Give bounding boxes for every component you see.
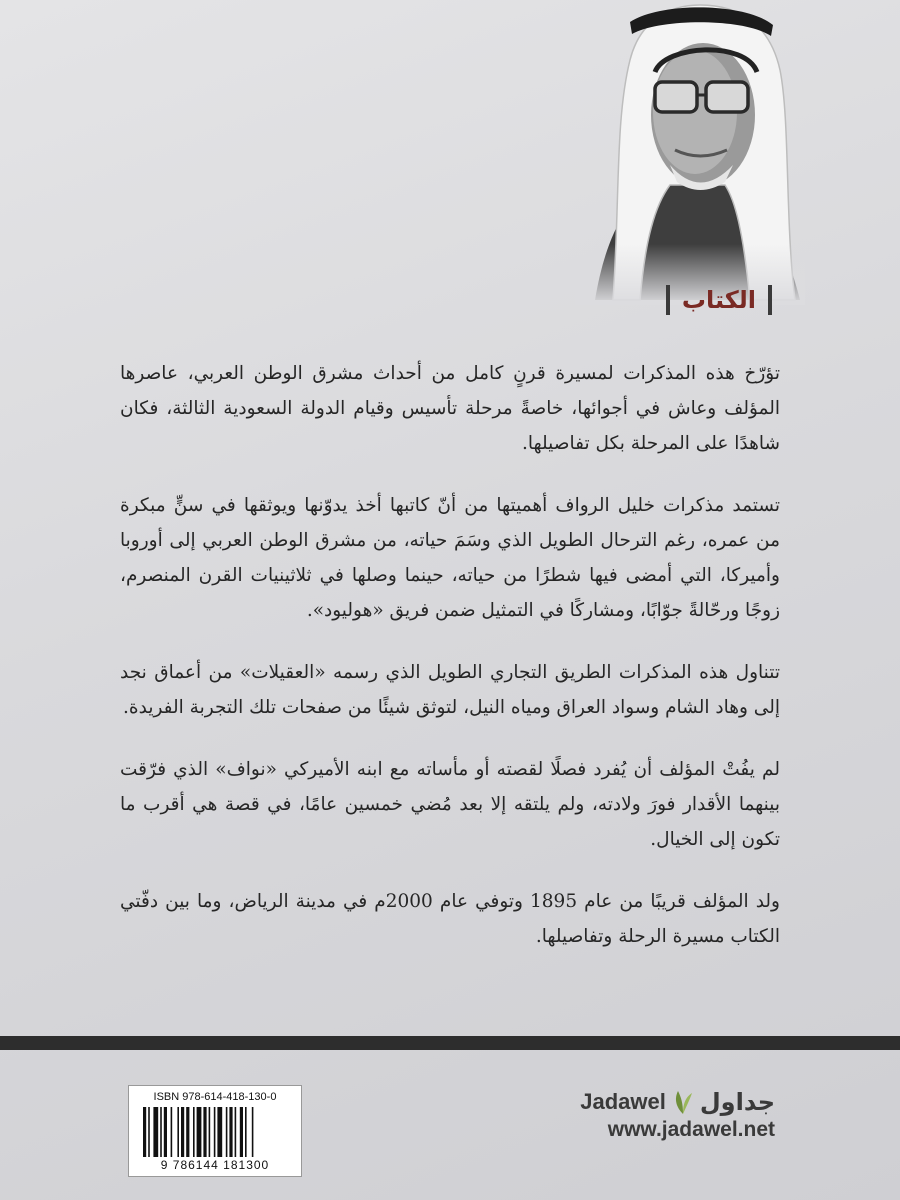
- publisher-website: www.jadawel.net: [607, 1118, 775, 1141]
- paragraph-2: تستمد مذكرات خليل الرواف أهميتها من أنّ كاتبها أخذ يدوّنها ويوثقها في سنٍّ مبكرة من عمره، رغم الترحال الطويل الذي وسَمَ حياته، من مشرق الوطن العربي إلى أوروبا وأميركا، التي أمضى فيها شطرًا من حياته، حينما وصلها في ثلاثينيات القرن المنصرم، زوجًا ورحّالةً جوّابًا، ومشاركًا في التمثيل ضمن فريق «هوليود».: [120, 495, 780, 621]
- paragraph-3: تتناول هذه المذكرات الطريق التجاري الطويل الذي رسمه «العقيلات» من أعماق نجد إلى وهاد الشام وسواد العراق ومياه النيل، لتوثق شيئًا من صفحات تلك التجربة الفريدة.: [120, 662, 780, 718]
- paragraph-4: لم يفُتْ المؤلف أن يُفرد فصلًا لقصته أو مأساته مع ابنه الأميركي «نواف» الذي فرّقت بينهما الأقدار فورَ ولادته، ولم يلتقه إلا بعد مُضي خمسين عامًا، في قصة هي أقرب ما تكون إلى الخيال.: [120, 759, 780, 850]
- publisher-latin-name: Jadawel: [580, 1089, 666, 1114]
- paragraph-5: ولد المؤلف قريبًا من عام 1895 وتوفي عام 2000م في مدينة الرياض، وما بين دفّتي الكتاب مسيرة الرحلة وتفاصيلها.: [120, 891, 780, 947]
- isbn-label: ISBN 978-614-418-130-0: [153, 1091, 277, 1103]
- publisher-name-row: [580, 1088, 775, 1116]
- paragraph-1: تؤرّخ هذه المذكرات لمسيرة قرنٍ كامل من أحداث مشرق الوطن العربي، عاصرها المؤلف وعاش في أجوائها، خاصةً مرحلة تأسيس وقيام الدولة السعودية الثالثة، فكان شاهدًا على المرحلة بكل تفاصيلها.: [120, 363, 780, 454]
- barcode-digits: 9 786144 181300: [160, 1158, 270, 1172]
- divider-band: [0, 1036, 900, 1050]
- book-description: [120, 356, 780, 981]
- publisher-arabic-name: جداول: [699, 1088, 775, 1116]
- heading-bar-right: [768, 285, 772, 315]
- publisher-logo: [580, 1088, 775, 1142]
- author-portrait: [575, 0, 805, 305]
- heading-bar-left: [666, 285, 670, 315]
- section-heading-label: الكتاب: [681, 286, 756, 314]
- section-heading: [666, 285, 772, 315]
- leaf-icon: [672, 1089, 694, 1115]
- barcode-icon: [143, 1107, 287, 1157]
- barcode-box: [128, 1085, 302, 1177]
